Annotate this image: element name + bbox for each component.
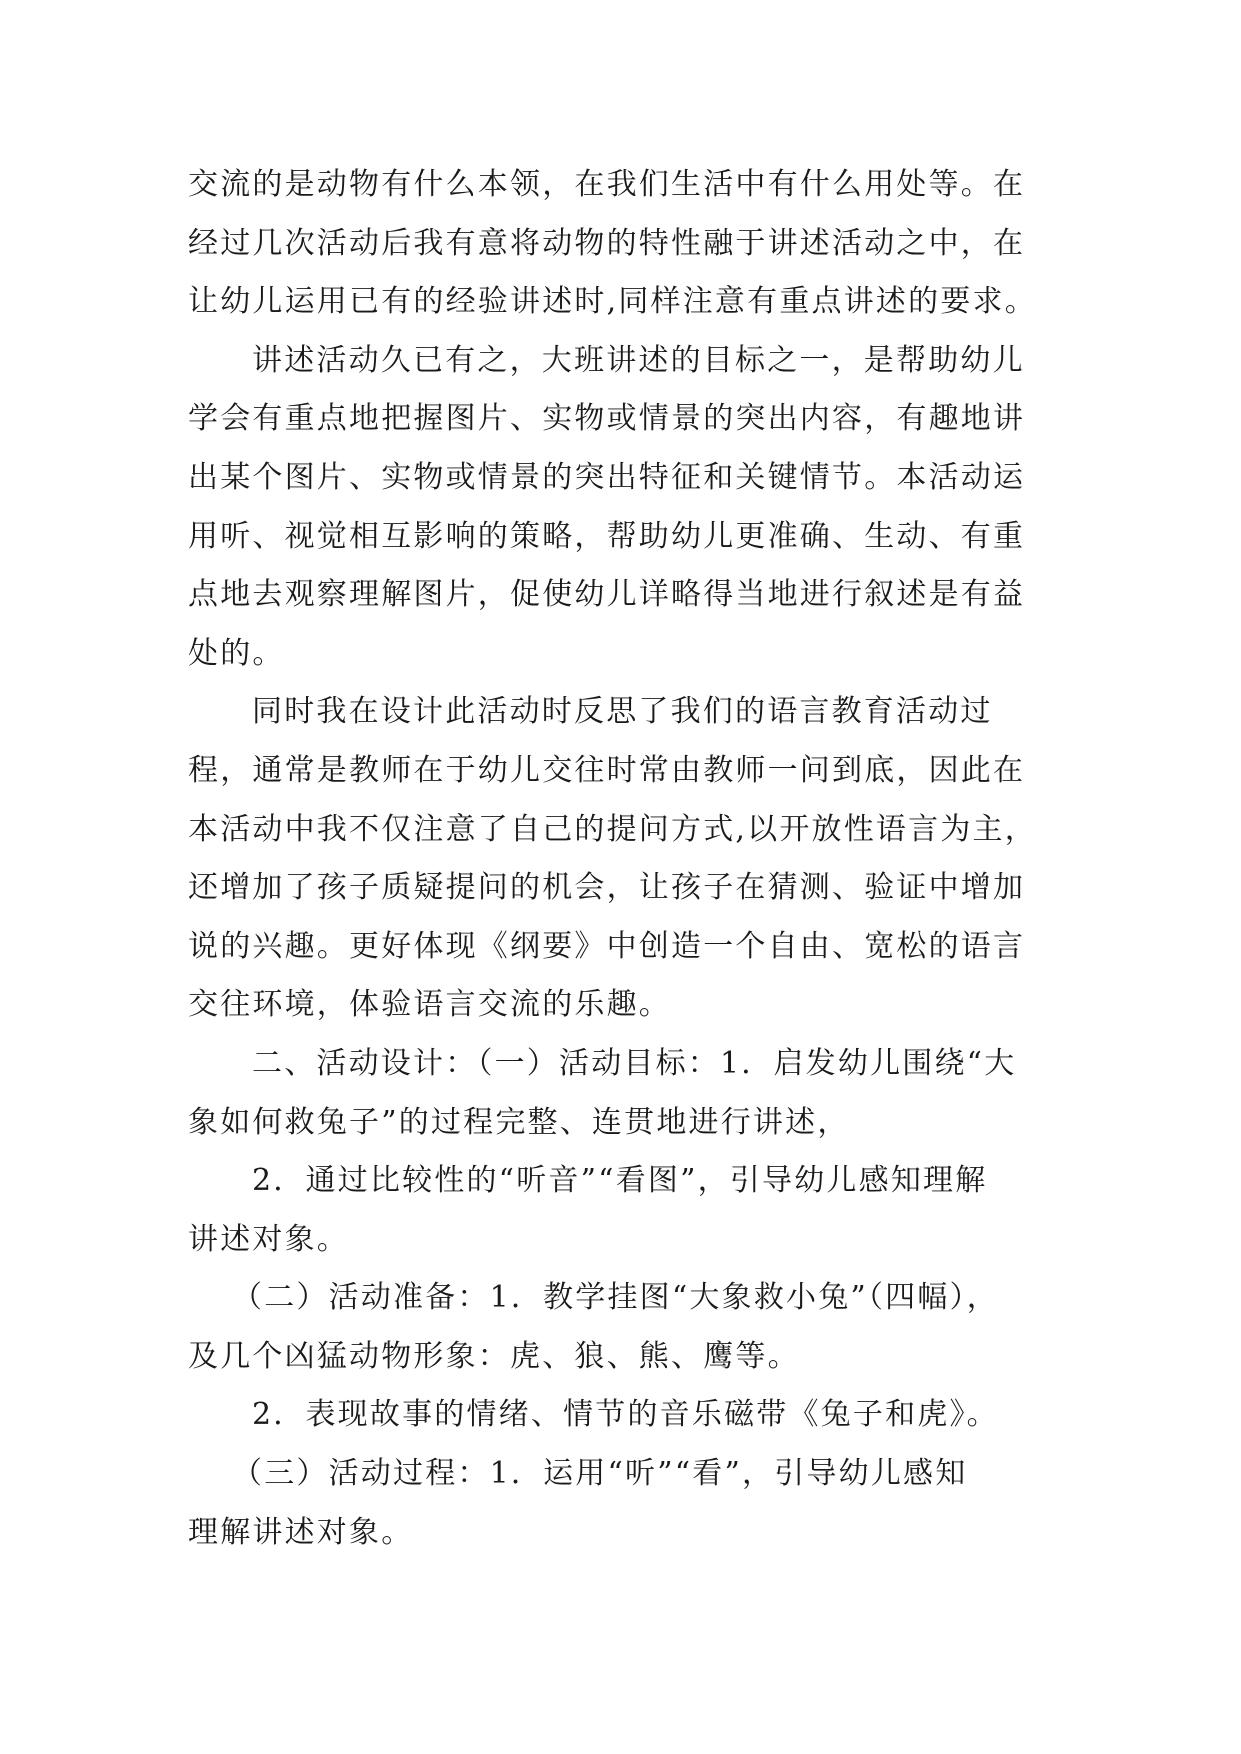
text-line: 及几个凶猛动物形象：虎、狼、熊、鹰等。 bbox=[188, 1338, 800, 1374]
text-line: 讲述对象。 bbox=[188, 1221, 349, 1257]
text-line: 理解讲述对象。 bbox=[188, 1514, 414, 1550]
list-item-line: 2．表现故事的情绪、情节的音乐磁带《兔子和虎》。 bbox=[252, 1397, 999, 1433]
paragraph-start-line: 同时我在设计此活动时反思了我们的语言教育活动过 bbox=[252, 694, 993, 730]
text-line: 出某个图片、实物或情景的突出特征和关键情节。本活动运 bbox=[188, 459, 1026, 495]
text-line: 经过几次活动后我有意将动物的特性融于讲述活动之中，在 bbox=[188, 225, 1026, 261]
section-heading-line: （二）活动准备：1．教学挂图“大象救小兔”（四幅）， bbox=[232, 1280, 999, 1316]
body-text bbox=[188, 156, 1068, 1562]
section-heading-line: 二、活动设计：（一）活动目标：1．启发幼儿围绕“大 bbox=[252, 1045, 1017, 1081]
text-line: 说的兴趣。更好体现《纲要》中创造一个自由、宽松的语言 bbox=[188, 928, 1026, 964]
text-line: 处的。 bbox=[188, 635, 285, 671]
paragraph-start-line: 讲述活动久已有之，大班讲述的目标之一，是帮助幼儿 bbox=[252, 342, 1025, 378]
text-line: 点地去观察理解图片，促使幼儿详略得当地进行叙述是有益 bbox=[188, 577, 1026, 613]
section-heading-line: （三）活动过程：1．运用“听”“看”，引导幼儿感知 bbox=[232, 1456, 968, 1492]
text-line: 象如何救兔子”的过程完整、连贯地进行讲述， bbox=[188, 1104, 850, 1140]
list-item-line: 2．通过比较性的“听音”“看图”，引导幼儿感知理解 bbox=[252, 1163, 988, 1199]
text-line: 交流的是动物有什么本领，在我们生活中有什么用处等。在 bbox=[188, 167, 1026, 202]
text-line: 用听、视觉相互影响的策略，帮助幼儿更准确、生动、有重 bbox=[188, 518, 1026, 554]
text-line: 程，通常是教师在于幼儿交往时常由教师一问到底，因此在 bbox=[188, 752, 1026, 788]
text-line: 还增加了孩子质疑提问的机会，让孩子在猜测、验证中增加 bbox=[188, 870, 1026, 906]
text-line: 交往环境，体验语言交流的乐趣。 bbox=[188, 987, 671, 1023]
text-line: 让幼儿运用已有的经验讲述时,同样注意有重点讲述的要求。 bbox=[188, 284, 1037, 320]
text-line: 本活动中我不仅注意了自己的提问方式,以开放性语言为主， bbox=[188, 811, 1037, 847]
text-line: 学会有重点地把握图片、实物或情景的突出内容，有趣地讲 bbox=[188, 401, 1026, 437]
